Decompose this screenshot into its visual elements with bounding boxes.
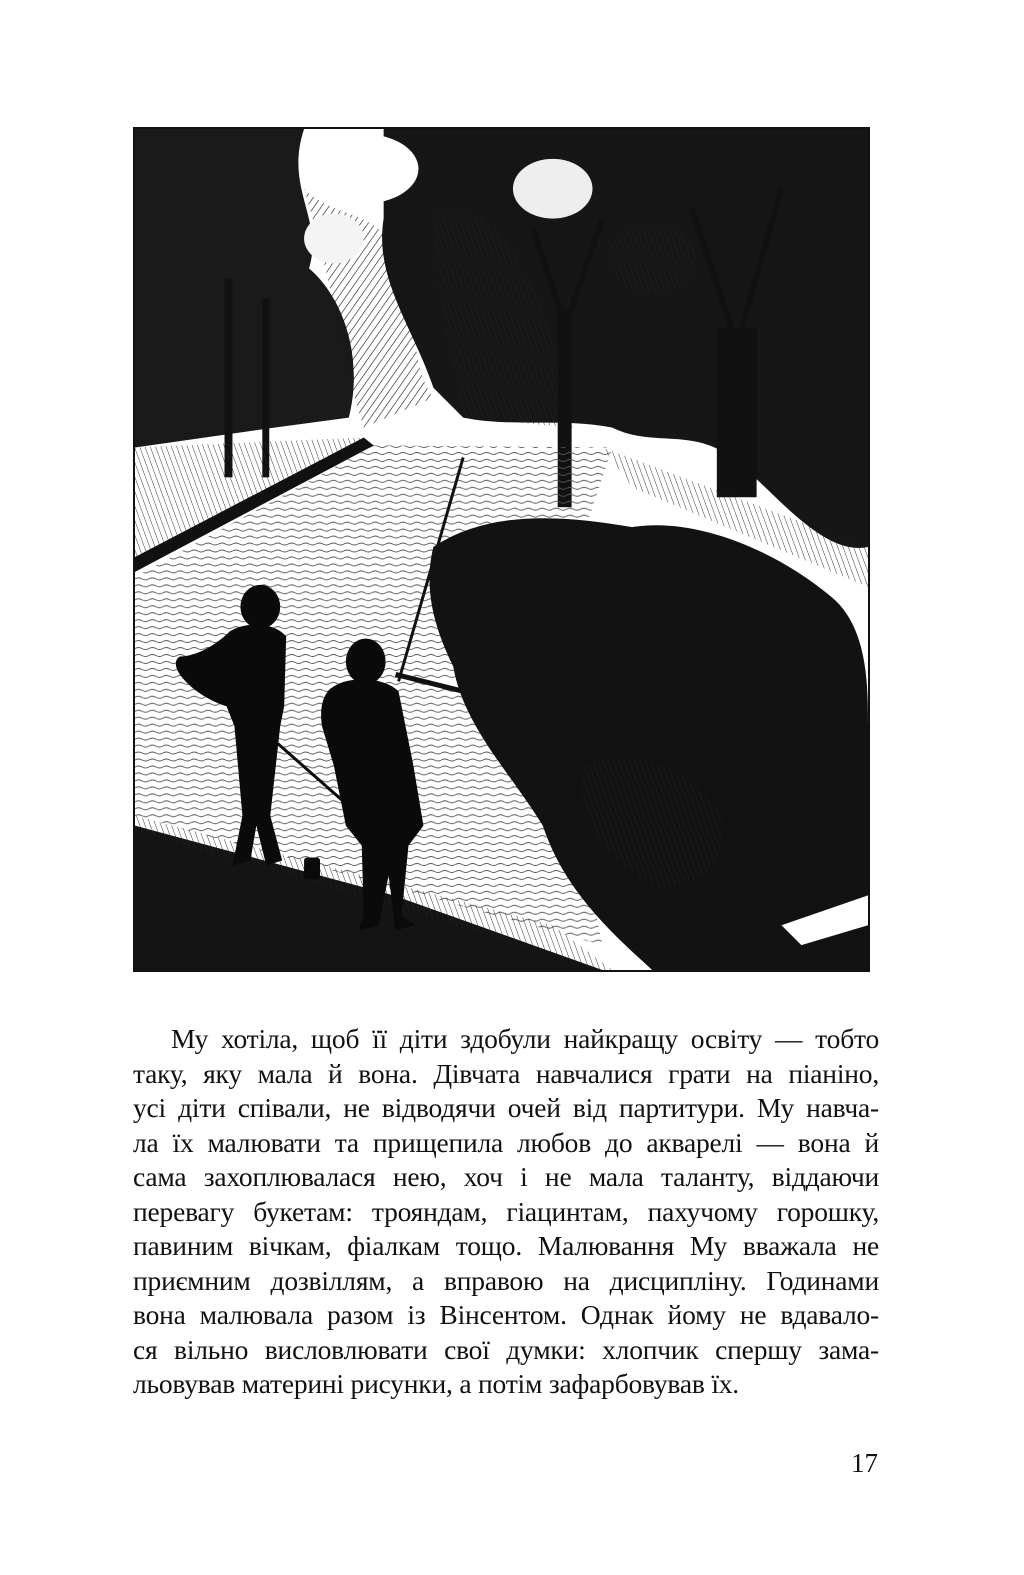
paragraph-line: льовував материні рисунки, а потім зафарбовував їх.: [133, 1368, 739, 1399]
paragraph-line: ся вільно висловлювати свої думки: хлопчик спершу зама-: [133, 1333, 879, 1365]
park-illustration: [133, 127, 870, 972]
park-scene-icon: [135, 129, 868, 970]
paragraph-line: вона малювала разом із Вінсентом. Однак йому не вдавало-: [133, 1299, 879, 1330]
paragraph-line: таку, яку мала й вона. Дівчата навчалися грати на піаніно,: [133, 1057, 879, 1089]
body-paragraph: [133, 1022, 879, 1402]
paragraph-line: павиним вічкам, фіалкам тощо. Малювання Му вважала не: [133, 1230, 879, 1261]
paragraph-line: усі діти співали, не відводячи очей від партитури. Му навча-: [133, 1092, 879, 1123]
paragraph-line: приємним дозвіллям, а вправою на дисципліну. Годинами: [133, 1264, 879, 1296]
paragraph-line: Му хотіла, щоб її діти здобули найкращу освіту — тобто: [171, 1023, 879, 1054]
paragraph-line: перевагу букетам: трояндам, гіацинтам, пахучому горошку,: [133, 1195, 879, 1227]
paragraph-line: ла їх малювати та прищепила любов до акварелі — вона й: [133, 1126, 879, 1158]
paragraph-line: сама захоплювалася нею, хоч і не мала таланту, віддаючи: [133, 1161, 879, 1192]
page-number: 17: [851, 1448, 878, 1478]
